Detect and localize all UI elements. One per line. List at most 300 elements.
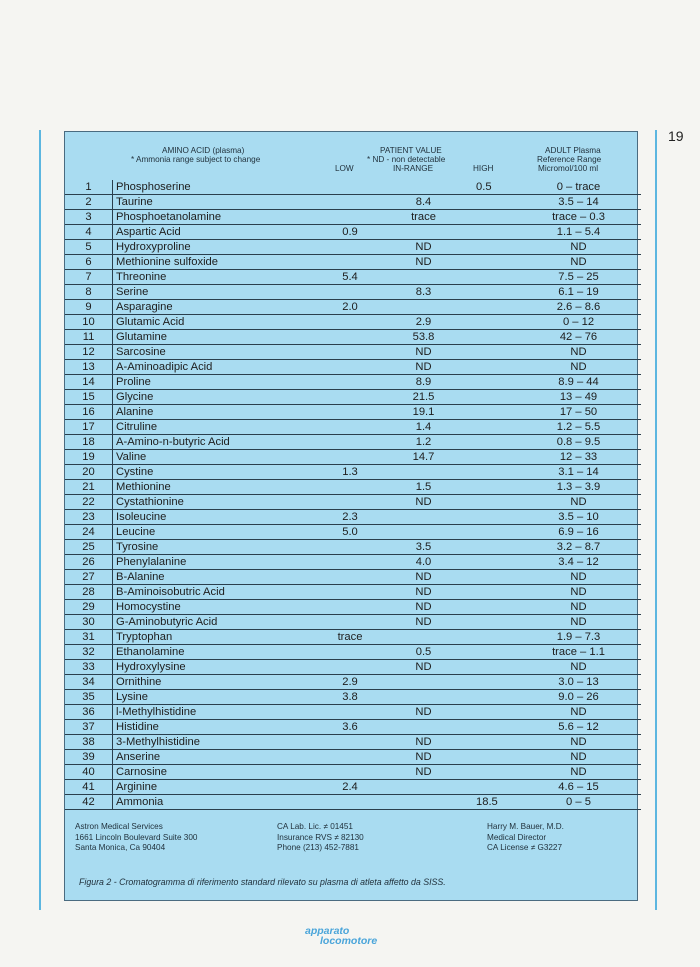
high-value (476, 495, 516, 510)
table-header (65, 132, 637, 178)
header-in-range: IN-RANGE (393, 164, 434, 173)
amino-acid-name: Methionine (113, 480, 330, 495)
high-value (476, 675, 516, 690)
in-range-value: 8.4 (371, 195, 476, 210)
in-range-value (371, 465, 476, 480)
high-value (476, 240, 516, 255)
low-value (329, 585, 371, 600)
high-value (476, 765, 516, 780)
row-number: 12 (65, 345, 113, 360)
high-value (476, 270, 516, 285)
amino-acid-name: B-Aminoisobutric Acid (113, 585, 330, 600)
amino-acid-table (65, 180, 637, 810)
header-ammonia-note: * Ammonia range subject to change (131, 155, 261, 164)
high-value (476, 420, 516, 435)
reference-range: 3.2 – 8.7 (516, 540, 641, 555)
row-number: 13 (65, 360, 113, 375)
lab-license-info (277, 822, 364, 854)
high-value (476, 660, 516, 675)
table-row (65, 345, 641, 360)
reference-range: ND (516, 255, 641, 270)
table-row (65, 615, 641, 630)
table-row (65, 795, 641, 810)
high-value (476, 225, 516, 240)
reference-range: 8.9 – 44 (516, 375, 641, 390)
header-low: LOW (335, 164, 354, 173)
in-range-value: 19.1 (371, 405, 476, 420)
low-value (329, 750, 371, 765)
amino-acid-name: Glycine (113, 390, 330, 405)
amino-acid-name: Aspartic Acid (113, 225, 330, 240)
reference-range: ND (516, 615, 641, 630)
row-number: 23 (65, 510, 113, 525)
row-number: 15 (65, 390, 113, 405)
low-value: 2.3 (329, 510, 371, 525)
row-number: 36 (65, 705, 113, 720)
low-value (329, 360, 371, 375)
reference-range: 0 – 12 (516, 315, 641, 330)
amino-acid-name: Threonine (113, 270, 330, 285)
row-number: 25 (65, 540, 113, 555)
row-number: 28 (65, 585, 113, 600)
amino-acid-name: Glutamine (113, 330, 330, 345)
reference-range: 42 – 76 (516, 330, 641, 345)
low-value: 0.9 (329, 225, 371, 240)
low-value: 2.0 (329, 300, 371, 315)
low-value (329, 180, 371, 195)
high-value (476, 645, 516, 660)
high-value (476, 540, 516, 555)
row-number: 37 (65, 720, 113, 735)
in-range-value (371, 300, 476, 315)
in-range-value (371, 525, 476, 540)
high-value (476, 525, 516, 540)
high-value (476, 630, 516, 645)
logo-line1: apparato (305, 925, 350, 937)
amino-acid-name: Carnosine (113, 765, 330, 780)
row-number: 29 (65, 600, 113, 615)
high-value (476, 600, 516, 615)
in-range-value: 4.0 (371, 555, 476, 570)
table-row (65, 360, 641, 375)
amino-acid-name: Arginine (113, 780, 330, 795)
table-row (65, 705, 641, 720)
low-value (329, 195, 371, 210)
amino-acid-name: B-Alanine (113, 570, 330, 585)
table-row (65, 735, 641, 750)
amino-acid-name: Lysine (113, 690, 330, 705)
in-range-value (371, 720, 476, 735)
table-row (65, 480, 641, 495)
table-row (65, 780, 641, 795)
low-value (329, 615, 371, 630)
table-row (65, 510, 641, 525)
in-range-value: 8.3 (371, 285, 476, 300)
amino-acid-name: l-Methylhistidine (113, 705, 330, 720)
table-row (65, 315, 641, 330)
reference-range: 6.1 – 19 (516, 285, 641, 300)
insurance-rvs: Insurance RVS ≠ 82130 (277, 832, 364, 842)
left-margin-rule (39, 130, 41, 910)
amino-acid-name: Alanine (113, 405, 330, 420)
reference-range: ND (516, 765, 641, 780)
reference-range: 5.6 – 12 (516, 720, 641, 735)
reference-range: ND (516, 585, 641, 600)
low-value (329, 255, 371, 270)
row-number: 24 (65, 525, 113, 540)
row-number: 10 (65, 315, 113, 330)
figure-caption: Figura 2 - Cromatogramma di riferimento standard rilevato su plasma di atleta affetto da SISS. (79, 877, 446, 887)
low-value: 2.9 (329, 675, 371, 690)
header-adult-plasma: ADULT Plasma (545, 146, 601, 155)
low-value (329, 210, 371, 225)
amino-acid-name: Histidine (113, 720, 330, 735)
high-value (476, 690, 516, 705)
in-range-value (371, 690, 476, 705)
reference-range: 9.0 – 26 (516, 690, 641, 705)
table-row (65, 525, 641, 540)
table-row (65, 495, 641, 510)
reference-range: ND (516, 735, 641, 750)
in-range-value: ND (371, 570, 476, 585)
row-number: 19 (65, 450, 113, 465)
row-number: 3 (65, 210, 113, 225)
high-value (476, 750, 516, 765)
in-range-value: ND (371, 750, 476, 765)
reference-range: 7.5 – 25 (516, 270, 641, 285)
high-value (476, 315, 516, 330)
low-value (329, 570, 371, 585)
amino-acid-name: Ammonia (113, 795, 330, 810)
amino-acid-panel (64, 131, 638, 901)
amino-acid-name: Citruline (113, 420, 330, 435)
row-number: 11 (65, 330, 113, 345)
amino-acid-name: Phenylalanine (113, 555, 330, 570)
header-amino-acid: AMINO ACID (plasma) (162, 146, 245, 155)
reference-range: 2.6 – 8.6 (516, 300, 641, 315)
low-value (329, 330, 371, 345)
high-value: 18.5 (476, 795, 516, 810)
amino-acid-name: Phosphoserine (113, 180, 330, 195)
reference-range: 1.1 – 5.4 (516, 225, 641, 240)
table-row (65, 750, 641, 765)
table-row (65, 765, 641, 780)
in-range-value (371, 630, 476, 645)
in-range-value: 1.5 (371, 480, 476, 495)
amino-acid-name: Hydroxyproline (113, 240, 330, 255)
lab-name: Astron Medical Services (75, 822, 163, 831)
high-value (476, 330, 516, 345)
lab-address-line2: Santa Monica, Ca 90404 (75, 843, 166, 852)
high-value (476, 255, 516, 270)
amino-acid-name: Sarcosine (113, 345, 330, 360)
amino-acid-name: Proline (113, 375, 330, 390)
low-value: 1.3 (329, 465, 371, 480)
low-value (329, 480, 371, 495)
amino-acid-name: Leucine (113, 525, 330, 540)
director-title: Medical Director (487, 832, 547, 842)
amino-acid-name: A-Aminoadipic Acid (113, 360, 330, 375)
reference-range: ND (516, 345, 641, 360)
in-range-value: 14.7 (371, 450, 476, 465)
high-value (476, 390, 516, 405)
row-number: 16 (65, 405, 113, 420)
logo-line2: locomotore (320, 935, 378, 947)
amino-acid-name: 3-Methylhistidine (113, 735, 330, 750)
low-value: 5.4 (329, 270, 371, 285)
table-row (65, 660, 641, 675)
amino-acid-name: Asparagine (113, 300, 330, 315)
table-row (65, 195, 641, 210)
reference-range: 3.5 – 14 (516, 195, 641, 210)
lab-footer (65, 822, 637, 862)
row-number: 20 (65, 465, 113, 480)
high-value (476, 450, 516, 465)
low-value (329, 285, 371, 300)
in-range-value: ND (371, 360, 476, 375)
high-value (476, 480, 516, 495)
in-range-value: ND (371, 345, 476, 360)
low-value (329, 390, 371, 405)
high-value (476, 735, 516, 750)
table-row (65, 300, 641, 315)
table-row (65, 435, 641, 450)
table-row (65, 210, 641, 225)
in-range-value: trace (371, 210, 476, 225)
low-value: 5.0 (329, 525, 371, 540)
table-row (65, 630, 641, 645)
row-number: 1 (65, 180, 113, 195)
header-patient-value: PATIENT VALUE (380, 146, 442, 155)
amino-acid-name: Anserine (113, 750, 330, 765)
table-row (65, 675, 641, 690)
low-value (329, 315, 371, 330)
in-range-value: 1.2 (371, 435, 476, 450)
high-value (476, 300, 516, 315)
low-value: 3.6 (329, 720, 371, 735)
low-value (329, 420, 371, 435)
row-number: 5 (65, 240, 113, 255)
high-value (476, 705, 516, 720)
amino-acid-name: Valine (113, 450, 330, 465)
table-row (65, 375, 641, 390)
row-number: 33 (65, 660, 113, 675)
reference-range: 6.9 – 16 (516, 525, 641, 540)
table-row (65, 270, 641, 285)
low-value (329, 435, 371, 450)
reference-range: 1.3 – 3.9 (516, 480, 641, 495)
header-units: Micromol/100 ml (538, 164, 599, 173)
in-range-value: 2.9 (371, 315, 476, 330)
in-range-value: ND (371, 705, 476, 720)
low-value (329, 540, 371, 555)
lab-license: CA Lab. Lic. ≠ 01451 (277, 822, 353, 831)
row-number: 21 (65, 480, 113, 495)
amino-acid-name: Tryptophan (113, 630, 330, 645)
high-value: 0.5 (476, 180, 516, 195)
table-row (65, 690, 641, 705)
low-value (329, 600, 371, 615)
table-row (65, 585, 641, 600)
low-value: trace (329, 630, 371, 645)
reference-range: ND (516, 705, 641, 720)
reference-range: 13 – 49 (516, 390, 641, 405)
table-row (65, 180, 641, 195)
in-range-value (371, 675, 476, 690)
table-row (65, 405, 641, 420)
table-row (65, 720, 641, 735)
amino-acid-name: G-Aminobutyric Acid (113, 615, 330, 630)
row-number: 7 (65, 270, 113, 285)
reference-range: 12 – 33 (516, 450, 641, 465)
header-nd-note: * ND - non detectable (367, 155, 446, 164)
row-number: 14 (65, 375, 113, 390)
row-number: 40 (65, 765, 113, 780)
low-value (329, 735, 371, 750)
low-value (329, 795, 371, 810)
in-range-value: ND (371, 660, 476, 675)
high-value (476, 615, 516, 630)
row-number: 6 (65, 255, 113, 270)
row-number: 26 (65, 555, 113, 570)
low-value (329, 495, 371, 510)
reference-range: 1.9 – 7.3 (516, 630, 641, 645)
high-value (476, 570, 516, 585)
reference-range: trace – 0.3 (516, 210, 641, 225)
high-value (476, 210, 516, 225)
header-reference-range: Reference Range (537, 155, 602, 164)
row-number: 35 (65, 690, 113, 705)
amino-acid-name: Taurine (113, 195, 330, 210)
low-value: 2.4 (329, 780, 371, 795)
reference-range: ND (516, 600, 641, 615)
row-number: 31 (65, 630, 113, 645)
row-number: 27 (65, 570, 113, 585)
low-value (329, 555, 371, 570)
journal-logo (305, 925, 395, 955)
reference-range: ND (516, 240, 641, 255)
reference-range: ND (516, 750, 641, 765)
table-row (65, 390, 641, 405)
in-range-value: ND (371, 600, 476, 615)
row-number: 38 (65, 735, 113, 750)
row-number: 34 (65, 675, 113, 690)
in-range-value: 21.5 (371, 390, 476, 405)
in-range-value: ND (371, 585, 476, 600)
table-row (65, 255, 641, 270)
row-number: 30 (65, 615, 113, 630)
page-number: 19 (668, 128, 684, 144)
row-number: 4 (65, 225, 113, 240)
table-row (65, 465, 641, 480)
high-value (476, 375, 516, 390)
in-range-value (371, 225, 476, 240)
high-value (476, 435, 516, 450)
reference-range: 3.1 – 14 (516, 465, 641, 480)
low-value (329, 705, 371, 720)
amino-acid-name: Serine (113, 285, 330, 300)
table-row (65, 225, 641, 240)
in-range-value: ND (371, 495, 476, 510)
in-range-value (371, 780, 476, 795)
row-number: 39 (65, 750, 113, 765)
high-value (476, 345, 516, 360)
amino-acid-name: Ornithine (113, 675, 330, 690)
amino-acid-name: Cystine (113, 465, 330, 480)
row-number: 8 (65, 285, 113, 300)
in-range-value: ND (371, 255, 476, 270)
director-info (487, 822, 564, 854)
low-value (329, 375, 371, 390)
low-value (329, 345, 371, 360)
in-range-value (371, 180, 476, 195)
high-value (476, 555, 516, 570)
table-body (65, 180, 641, 810)
reference-range: ND (516, 495, 641, 510)
table-row (65, 420, 641, 435)
low-value (329, 765, 371, 780)
in-range-value: 0.5 (371, 645, 476, 660)
table-row (65, 240, 641, 255)
row-number: 17 (65, 420, 113, 435)
reference-range: trace – 1.1 (516, 645, 641, 660)
high-value (476, 405, 516, 420)
amino-acid-name: Hydroxylysine (113, 660, 330, 675)
amino-acid-name: Isoleucine (113, 510, 330, 525)
director-license: CA License ≠ G3227 (487, 843, 563, 852)
amino-acid-name: A-Amino-n-butyric Acid (113, 435, 330, 450)
row-number: 2 (65, 195, 113, 210)
row-number: 18 (65, 435, 113, 450)
table-row (65, 600, 641, 615)
high-value (476, 510, 516, 525)
high-value (476, 780, 516, 795)
reference-range: ND (516, 660, 641, 675)
high-value (476, 195, 516, 210)
reference-range: 1.2 – 5.5 (516, 420, 641, 435)
low-value (329, 660, 371, 675)
lab-phone: Phone (213) 452-7881 (277, 843, 359, 852)
high-value (476, 285, 516, 300)
in-range-value: ND (371, 240, 476, 255)
table-row (65, 330, 641, 345)
in-range-value: ND (371, 765, 476, 780)
table-row (65, 540, 641, 555)
reference-range: 0 – 5 (516, 795, 641, 810)
reference-range: ND (516, 570, 641, 585)
row-number: 42 (65, 795, 113, 810)
row-number: 9 (65, 300, 113, 315)
in-range-value (371, 795, 476, 810)
reference-range: 3.4 – 12 (516, 555, 641, 570)
table-row (65, 570, 641, 585)
reference-range: 17 – 50 (516, 405, 641, 420)
lab-info (75, 822, 197, 854)
lab-address-line1: 1661 Lincoln Boulevard Suite 300 (75, 832, 198, 842)
table-row (65, 555, 641, 570)
high-value (476, 585, 516, 600)
amino-acid-name: Ethanolamine (113, 645, 330, 660)
row-number: 22 (65, 495, 113, 510)
low-value (329, 645, 371, 660)
reference-range: 0.8 – 9.5 (516, 435, 641, 450)
right-margin-rule (655, 130, 657, 910)
table-row (65, 645, 641, 660)
amino-acid-name: Cystathionine (113, 495, 330, 510)
reference-range: 3.0 – 13 (516, 675, 641, 690)
amino-acid-name: Glutamic Acid (113, 315, 330, 330)
reference-range: ND (516, 360, 641, 375)
